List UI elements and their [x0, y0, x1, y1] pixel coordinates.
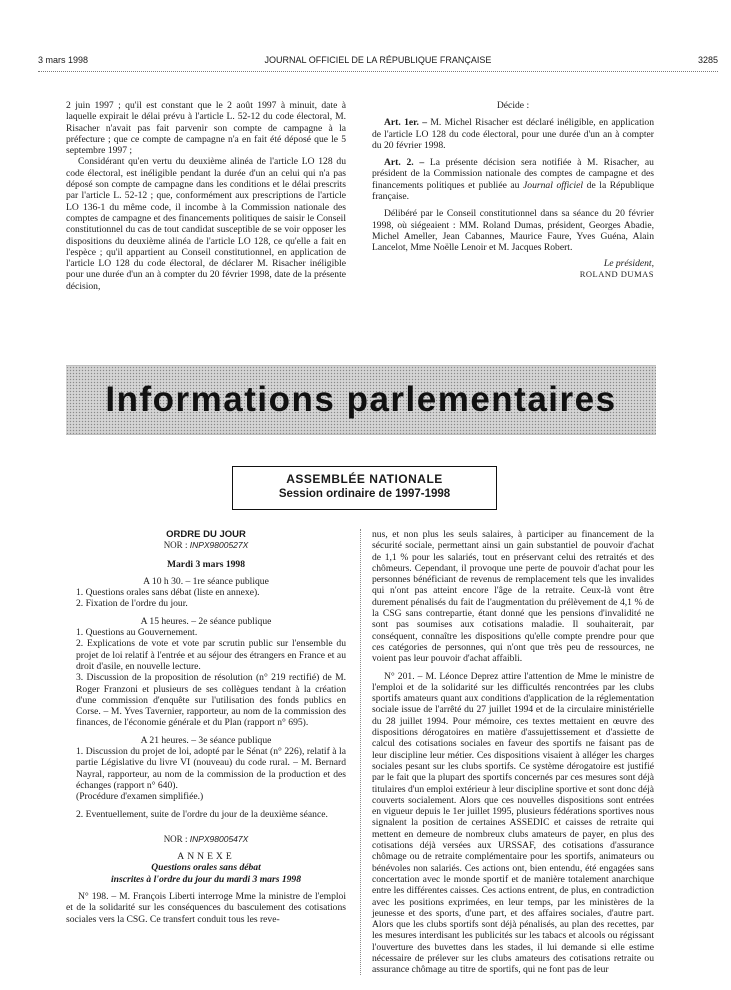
left-column-bottom	[66, 529, 346, 925]
paragraph: 2 juin 1997 ; qu'il est constant que le 2 août 1997 à minuit, date à laquelle expirait le délai prévu à l'article L. 52-12 du code électoral, M. Risacher n'avait pas fait parvenir son compte de campagne à la préfecture ; que ce compte de campagne n'a en fait été déposé que le 5 septembre 1997 ;	[66, 100, 346, 157]
right-column-top	[372, 100, 654, 280]
article-2	[372, 157, 654, 202]
banner-title: Informations parlementaires	[105, 380, 617, 419]
list-item: 2. Explications de vote et vote par scrutin public sur l'ensemble du projet de loi relatif à l'entrée et au séjour des étrangers en France et au droit d'asile, en nouvelle lecture.	[76, 638, 346, 672]
paragraph: Considérant qu'en vertu du deuxième alinéa de l'article LO 128 du code électoral, est inéligible pendant la durée d'un an celui qui n'a pas déposé son compte de campagne dans les conditions et le délai prescrits par l'article L. 52-12 ; que, conformément aux prescriptions de l'article LO 136-1 du même code, il incombe à la Commission nationale des comptes de campagne et des financements politiques de saisir le Conseil constitutionnel du cas de tout candidat susceptible de se voir opposer les dispositions du deuxième alinéa de l'article LO 128, ce qu'elle a fait en l'espèce ; qu'il appartient au Conseil constitutionnel, en application de l'article LO 128 du code électoral, de déclarer M. Risacher inéligible pour une durée d'un an à compter du 20 février 1998, date de la présente décision,	[66, 156, 346, 292]
assembly-box	[232, 466, 497, 510]
assembly-session: Session ordinaire de 1997-1998	[278, 488, 451, 500]
seance-2-heading: A 15 heures. – 2e séance publique	[140, 615, 272, 627]
right-column-bottom	[372, 529, 654, 976]
list-item: 2. Eventuellement, suite de l'ordre du jour de la deuxième séance.	[76, 808, 328, 820]
signature-title: Le président,	[603, 257, 654, 269]
header-page-number: 3285	[697, 55, 718, 65]
nor-label: NOR :	[163, 833, 190, 844]
annexe-subtitle-1: Questions orales sans débat	[151, 862, 261, 874]
column-divider	[360, 529, 361, 977]
header-date: 3 mars 1998	[38, 55, 89, 65]
page-bottom-margin	[0, 975, 731, 990]
question-198: N° 198. – M. François Liberti interroge Mme la ministre de l'emploi et de la solidarité sur les conséquences du basculement des cotisations sociales vers la CSG. Ce transfert conduit tous les reve-	[66, 891, 346, 925]
article-1-text: M. Michel Risacher est déclaré inéligible, en application de l'article LO 128 du code électoral, pour une durée d'un an à compter du 20 février 1998.	[372, 117, 654, 151]
ordre-du-jour-title: ORDRE DU JOUR	[166, 529, 246, 540]
decide-heading: Décide :	[496, 100, 530, 111]
nor-line-2	[66, 834, 346, 845]
annexe-subtitle-2: inscrites à l'ordre du jour du mardi 3 mars 1998	[110, 873, 302, 885]
list-item: 1. Questions orales sans débat (liste en annexe).	[76, 587, 260, 599]
list-item: (Procédure d'examen simplifiée.)	[76, 791, 204, 803]
article-2-journal: Journal officiel	[523, 179, 584, 191]
nor-line	[66, 540, 346, 551]
article-2-label: Art. 2. –	[384, 157, 425, 169]
running-head	[38, 55, 718, 69]
nor-code: INPX9800527X	[189, 540, 249, 551]
section-banner	[66, 365, 656, 435]
paragraph: nus, et non plus les seuls salaires, à participer au financement de la sécurité sociale, permettant ainsi un gain substantiel de pouvoir d'achat de 1,1 % pour les salariés, tout en préservant celui des retraités et des chômeurs. Cependant, il provoque une perte de pouvoir d'achat pour les personnes bénéficiant de revenus de remplacement tels que les invalides qui n'ont pas atteint encore l'âge de la retraite. Ceux-là vont être durement pénalisés du fait de l'augmentation du prélèvement de 4,1 % de la CSG sans contrepartie, étant donné que les pensions d'invalidité ne sont pas soumises aux cotisations maladie. Il souhaiterait, par conséquent, connaître les dispositions qu'elle compte prendre pour que ces catégories de personnes, qui n'ont que très peu de ressources, ne voient pas leur pouvoir d'achat affaibli.	[372, 529, 654, 665]
article-1	[372, 117, 654, 151]
question-201: N° 201. – M. Léonce Deprez attire l'attention de Mme le ministre de l'emploi et de la solidarité sur les difficultés rencontrées par les clubs sportifs amateurs quant aux conditions d'application de la réglementation sociale issue de l'arrêté du 27 juillet 1994 et de la circulaire ministérielle du 28 juillet 1994. Pour mémoire, ces textes mettaient en œuvre des dispositions dérogatoires en matière d'assujettissement et d'assiette de calcul des cotisations sociales en faveur des sportifs ne faisant pas de leur discipline leur métier. Ces dispositions visaient à alléger les charges sociales pesant sur les clubs sportifs. Ce système dérogatoire est justifié par le fait que la plupart des sportifs concernés par ces mesures sont déjà titulaires d'un emploi extérieur à leur discipline sportive et sont donc déjà couverts socialement. Alors que ces nouvelles dispositions sont entrées en vigueur depuis le 1er juillet 1995, plusieurs fédérations sportives nous signalent la position de certaines ASSEDIC et caisses de retraite qui mettent en demeure de nombreux clubs amateurs de payer, en plus des cotisations déjà versées aux URSSAF, des cotisations d'assurance chômage ou de retraite complémentaire pour les sportifs, animateurs ou bénévoles non salariés. Ces actions ont, bien entendu, été engagées sans concertation avec le monde sportif et de manière totalement anarchique entre les différentes caisses. Ces actions entrent, de plus, en contradiction avec les positions exprimées, en leur temps, par les ministères de la jeunesse et des sports, d'une part, et des affaires sociales, d'autre part. Alors que les clubs sportifs sont déjà pénalisés, au plan des recettes, par les mesures interdisant les publicités sur les tabacs et alcools ou régissant l'ouverture des buvettes dans les stades, il lui demande si elle estime nécessaire de prélever sur les clubs amateurs des cotisations retraite ou assurance chômage au titre de sportifs, qui ne font pas de leur	[372, 670, 654, 976]
list-item: 1. Discussion du projet de loi, adopté par le Sénat (n° 226), relatif à la partie Législative du livre VI (nouveau) du code rural. – M. Bernard Nayral, rapporteur, au nom de la commission de la production et des échanges (rapport n° 640).	[76, 746, 346, 791]
left-column-top	[66, 100, 346, 292]
nor-code: INPX9800547X	[189, 833, 249, 844]
seance-3-heading: A 21 heures. – 3e séance publique	[140, 734, 272, 746]
date-title: Mardi 3 mars 1998	[166, 558, 246, 570]
annexe-title: ANNEXE	[177, 851, 235, 863]
list-item: 2. Fixation de l'ordre du jour.	[76, 598, 188, 610]
nor-label: NOR :	[163, 540, 190, 551]
list-item: 1. Questions au Gouvernement.	[76, 627, 198, 639]
article-1-label: Art. 1er. –	[384, 117, 428, 129]
header-journal-title: JOURNAL OFFICIEL DE LA RÉPUBLIQUE FRANÇAISE	[264, 55, 492, 65]
signature-name: ROLAND DUMAS	[579, 268, 654, 279]
list-item: 3. Discussion de la proposition de résolution (n° 219 rectifié) de M. Roger Franzoni et plusieurs de ses collègues tendant à la création d'une commission d'enquête sur l'utilisation des fonds publics en Corse. – M. Yves Tavernier, rapporteur, au nom de la commission des finances, de l'économie générale et du Plan (rapport n° 695).	[76, 672, 346, 729]
seance-1-heading: A 10 h 30. – 1re séance publique	[143, 575, 269, 587]
deliberation: Délibéré par le Conseil constitutionnel dans sa séance du 20 février 1998, où siégeaient : MM. Roland Dumas, président, Georges Abadie, Michel Ameller, Jean Cabannes, Maurice Faure, Yves Guéna, Alain Lancelot, Mme Noëlle Lenoir et M. Jacques Robert.	[372, 208, 654, 254]
assembly-name: ASSEMBLÉE NATIONALE	[286, 472, 443, 486]
article-2-text-b: de la République française.	[372, 179, 654, 203]
article-2-text-a: La présente décision sera notifiée à M. Risacher, au président de la Commission nationale des comptes de campagne et des financements politiques et publiée au	[372, 157, 654, 191]
header-rule	[38, 71, 718, 72]
